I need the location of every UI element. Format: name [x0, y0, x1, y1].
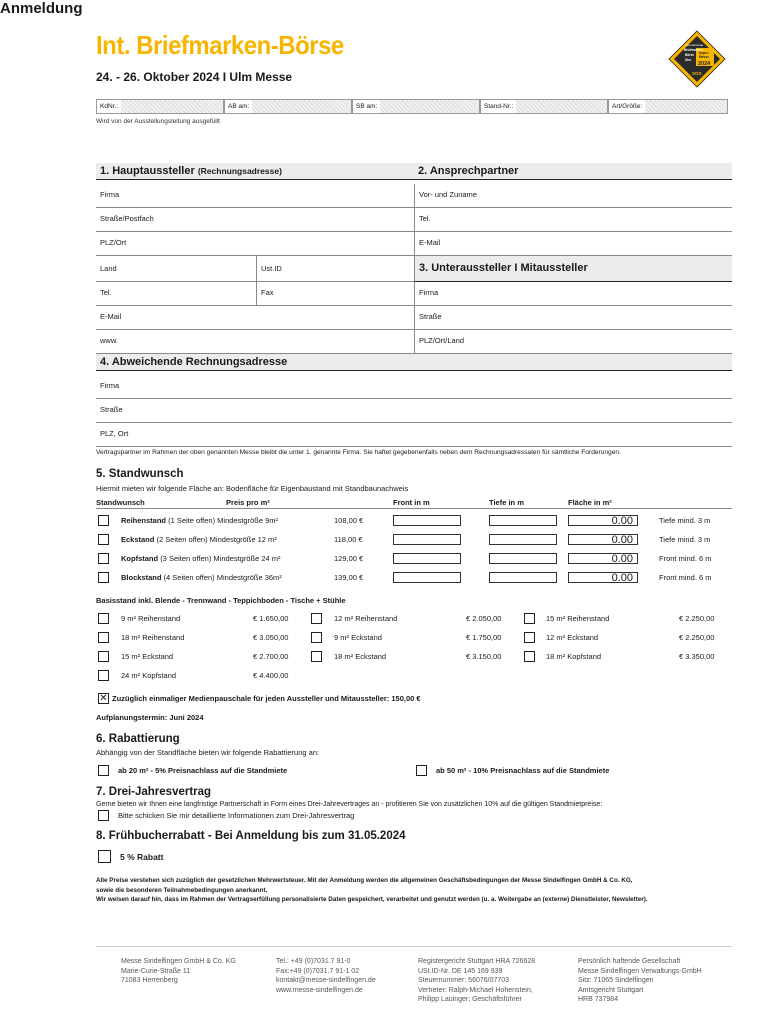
basis-checkbox[interactable] — [98, 613, 109, 624]
fruehbucher-label: 5 % Rabatt — [120, 851, 164, 862]
basis-label: 9 m² Eckstand — [334, 633, 382, 642]
sec6-intro: Abhängig von der Standfläche bieten wir folgende Rabattierung an: — [96, 748, 320, 757]
footer-col-contact: Tel.: +49 (0)7031.7 91-0 Fax:+49 (0)7031.7 91-1 02 kontakt@messe-sindelfingen.de www.messe-sindelfingen.de — [276, 958, 376, 994]
flaeche-output: 0.00 — [568, 515, 638, 526]
section2-header: 2. Ansprechpartner — [414, 163, 732, 180]
tiefe-input[interactable] — [489, 553, 557, 564]
front-input[interactable] — [393, 553, 461, 564]
sec1-ustid-field[interactable]: Ust.ID — [256, 256, 414, 282]
logo-text-1: Internationale — [685, 43, 704, 47]
basis-price: € 2.700,00 — [253, 652, 289, 661]
basis-label: 12 m² Reihenstand — [334, 614, 398, 623]
admin-field-kdnr[interactable]: KdNr.: — [96, 99, 224, 114]
address-grid — [96, 184, 732, 354]
sec4-fields — [96, 375, 732, 447]
basis-checkbox[interactable] — [98, 670, 109, 681]
tiefe-input[interactable] — [489, 572, 557, 583]
col-divider — [96, 508, 732, 509]
basis-checkbox[interactable] — [524, 613, 535, 624]
stand-checkbox[interactable] — [98, 534, 109, 545]
media-text: Zuzüglich einmaliger Medienpauschale für jeden Aussteller und Mitaussteller: 150,00 € — [112, 694, 421, 703]
sec2-email-field[interactable]: E-Mail — [414, 232, 732, 256]
basis-price: € 3.150,00 — [466, 652, 502, 661]
event-logo — [668, 30, 726, 88]
sec1-email-field[interactable]: E-Mail — [96, 306, 414, 330]
sec7-intro: Gerne bieten wir Ihnen eine langfristige Partnerschaft in Form eines Drei-Jahrevertrages an - profitieren Sie von zusätzlichen 10% auf die gültigen Standmietpreise: — [96, 801, 603, 808]
disclaimer-line-3: Wir weisen darauf hin, dass im Rahmen der Vertragserfüllung personalisierte Daten gespeichert, verarbeitet und genutzt werden (u. a. Weitergabe an (externe) Dienstleister, Newsletter). — [96, 896, 648, 903]
basis-title: Basisstand inkl. Blende - Trennwand - Teppichboden - Tische + Stühle — [96, 596, 346, 605]
stand-requirement: Front mind. 6 m — [659, 573, 712, 582]
basis-price: € 4.400,00 — [253, 671, 289, 680]
logo-text-6: Messe — [699, 55, 709, 59]
fruehbucher-opt — [98, 850, 163, 863]
event-date-location: 24. - 26. Oktober 2024 I Ulm Messe — [96, 70, 293, 84]
disclaimer-line-2: sowie die besonderen Teilnahmebedingungen anerkannt. — [96, 886, 268, 894]
basis-price: € 2.250,00 — [679, 614, 715, 623]
front-input[interactable] — [393, 534, 461, 545]
basis-price: € 3.350,00 — [679, 652, 715, 661]
footer-divider — [96, 946, 732, 947]
basis-label: 15 m² Eckstand — [121, 652, 174, 661]
basis-label: 18 m² Reihenstand — [121, 633, 185, 642]
media-checkbox[interactable]: ✕ — [99, 692, 108, 704]
flaeche-output: 0.00 — [568, 534, 638, 545]
basis-checkbox[interactable] — [524, 632, 535, 643]
col-standwunsch: Standwunsch — [96, 498, 145, 507]
logo-text-year: 2024 — [698, 61, 711, 67]
sec1-www-field[interactable]: www. — [96, 330, 414, 354]
col-front: Front in m — [393, 498, 430, 507]
stand-checkbox[interactable] — [98, 553, 109, 564]
basis-label: 24 m² Kopfstand — [121, 671, 177, 680]
basis-checkbox[interactable] — [311, 632, 322, 643]
basis-price: € 2.050,00 — [466, 614, 502, 623]
rabatt20-checkbox[interactable] — [98, 765, 109, 776]
stand-label: Eckstand (2 Seiten offen) Mindestgröße 12 m² — [121, 535, 277, 544]
admin-field-ab[interactable]: AB am: — [224, 99, 352, 114]
media-row — [98, 693, 421, 704]
sec1-plzort-field[interactable]: PLZ/Ort — [96, 232, 414, 256]
stand-requirement: Tiefe mind. 3 m — [659, 535, 711, 544]
admin-bar — [96, 99, 728, 114]
col-flaeche: Fläche in m² — [568, 498, 612, 507]
rabatt-opt2 — [416, 765, 609, 776]
flaeche-output: 0.00 — [568, 553, 638, 564]
basis-price: € 2.250,00 — [679, 633, 715, 642]
basis-checkbox[interactable] — [98, 632, 109, 643]
tiefe-input[interactable] — [489, 515, 557, 526]
logo-text-2: Briefmarken — [684, 48, 703, 52]
sec1-firma-field[interactable]: Firma — [96, 184, 414, 208]
sec1-fax-field[interactable]: Fax — [256, 282, 414, 306]
admin-field-art[interactable]: Art/Größe: — [608, 99, 728, 114]
logo-text-4: Ulm — [685, 58, 692, 62]
basis-label: 18 m² Kopfstand — [546, 652, 602, 661]
admin-field-standnr[interactable]: Stand-Nr.: — [480, 99, 608, 114]
logo-text-5: Super- — [699, 51, 710, 55]
footer-col-company: Messe Sindelfingen GmbH & Co. KG Marie-Curie-Straße 11 71083 Herrenberg — [121, 958, 236, 984]
admin-note: Wird von der Ausstellungsleitung ausgefüllt — [96, 118, 220, 125]
stand-label: Reihenstand (1 Seite offen) Mindestgröße 9m² — [121, 516, 279, 525]
basis-label: 15 m² Reihenstand — [546, 614, 610, 623]
section3-header: 3. Unteraussteller I Mitaussteller — [414, 256, 732, 282]
aufplanung-text: Aufplanungstermin: Juni 2024 — [96, 713, 204, 722]
basis-price: € 3.050,00 — [253, 633, 289, 642]
sec3-plzort-field[interactable]: PLZ/Ort/Land — [414, 330, 732, 354]
page-title: Int. Briefmarken-Börse — [96, 30, 344, 60]
footer-col-liability: Persönlich haftende Gesellschaft Messe Sindelfingen Verwaltungs-GmbH Sitz: 71065 Sindelfingen Amtsgericht Stuttgart HRB 737984 — [578, 958, 702, 1003]
sec1-tel-field[interactable]: Tel. — [96, 282, 256, 306]
front-input[interactable] — [393, 515, 461, 526]
basis-price: € 1.750,00 — [466, 633, 502, 642]
rabatt50-label: ab 50 m² - 10% Preisnachlass auf die Standmiete — [436, 766, 610, 775]
sec1-land-field[interactable]: Land — [96, 256, 256, 282]
rabatt20-label: ab 20 m² - 5% Preisnachlass auf die Standmiete — [118, 766, 288, 775]
basis-checkbox[interactable] — [524, 651, 535, 662]
sec4-firma-field[interactable]: Firma — [96, 375, 732, 399]
stand-checkbox[interactable] — [98, 515, 109, 526]
sec2-tel-field[interactable]: Tel. — [414, 208, 732, 232]
col-tiefe: Tiefe in m — [489, 498, 524, 507]
front-input[interactable] — [393, 572, 461, 583]
admin-field-sb[interactable]: SB am: — [352, 99, 480, 114]
basis-label: 9 m² Reihenstand — [121, 614, 181, 623]
basis-checkbox[interactable] — [311, 651, 322, 662]
section6-heading: 6. Rabattierung — [96, 733, 180, 745]
stand-price: 129,00 € — [334, 554, 364, 563]
stand-label: Blockstand (4 Seiten offen) Mindestgröße 36m² — [121, 573, 282, 582]
sec3-strasse-field[interactable]: Straße — [414, 306, 732, 330]
fruehbucher-checkbox[interactable] — [98, 850, 111, 863]
section7-heading: 7. Drei-Jahresvertrag — [96, 786, 212, 798]
drei-jahr-label: Bitte schicken Sie mir detaillierte Informationen zum Drei-Jahresvertrag — [118, 811, 355, 820]
sec2-name-field[interactable]: Vor- und Zuname — [414, 184, 732, 208]
basis-price: € 1.650,00 — [253, 614, 289, 623]
sec1-strasse-field[interactable]: Straße/Postfach — [96, 208, 414, 232]
basis-checkbox[interactable] — [311, 613, 322, 624]
logo-text-sos: SOS — [692, 71, 702, 76]
section4-header: 4. Abweichende Rechnungsadresse — [96, 354, 732, 371]
stand-price: 108,00 € — [334, 516, 364, 525]
sec4-plzort-field[interactable]: PLZ, Ort — [96, 423, 732, 447]
flaeche-output: 0.00 — [568, 572, 638, 583]
stand-price: 139,00 € — [334, 573, 364, 582]
drei-jahr-opt — [98, 810, 354, 821]
section8-heading: 8. Frühbucherrabatt - Bei Anmeldung bis zum 31.05.2024 — [96, 830, 406, 842]
basis-label: 12 m² Eckstand — [546, 633, 599, 642]
anmeldung-heading: Anmeldung — [0, 0, 83, 17]
logo-text-3: Börse — [685, 53, 695, 57]
section1-header: 1. Hauptaussteller (Rechnungsadresse) — [96, 163, 414, 180]
stand-checkbox[interactable] — [98, 572, 109, 583]
stand-requirement: Front mind. 6 m — [659, 554, 712, 563]
rabatt-opt1 — [98, 765, 287, 776]
tiefe-input[interactable] — [489, 534, 557, 545]
sec3-firma-field[interactable]: Firma — [414, 282, 732, 306]
sec4-note: Vertragspartner im Rahmen der oben genannten Messe bleibt die unter 1. genannte Firma. Sie haftet gegebenenfalls neben dem Rechnungsadressaten für sämtliche Forderungen. — [96, 449, 621, 456]
rabatt50-checkbox[interactable] — [416, 765, 427, 776]
stand-requirement: Tiefe mind. 3 m — [659, 516, 711, 525]
col-preis: Preis pro m² — [226, 498, 270, 507]
disclaimer — [96, 876, 648, 905]
basis-label: 18 m² Eckstand — [334, 652, 387, 661]
footer-col-register: Registergericht Stuttgart HRA 726628 USt.ID-Nr. DE 145 169 939 Steuernummer: 56076/07703 Vertreter: Ralph-Michael Hohenstein, Philipp Lauinger; Geschäftsführer — [418, 958, 536, 1003]
drei-jahr-checkbox[interactable] — [98, 810, 109, 821]
disclaimer-line-1: Alle Preise verstehen sich zuzüglich der gesetzlichen Mehrwertsteuer. Mit der Anmeldung werden die allgemeinen Geschäftsbedingungen der Messe Sindelfingen GmbH & Co. KG, — [96, 877, 633, 884]
basis-checkbox[interactable] — [98, 651, 109, 662]
stand-label: Kopfstand (3 Seiten offen) Mindestgröße 24 m² — [121, 554, 281, 563]
stand-price: 118,00 € — [334, 535, 363, 544]
sec4-strasse-field[interactable]: Straße — [96, 399, 732, 423]
sec5-intro: Hiermit mieten wir folgende Fläche an: Bodenfläche für Eigenbaustand mit Standbaunachweis — [96, 484, 409, 493]
section5-heading: 5. Standwunsch — [96, 468, 184, 480]
